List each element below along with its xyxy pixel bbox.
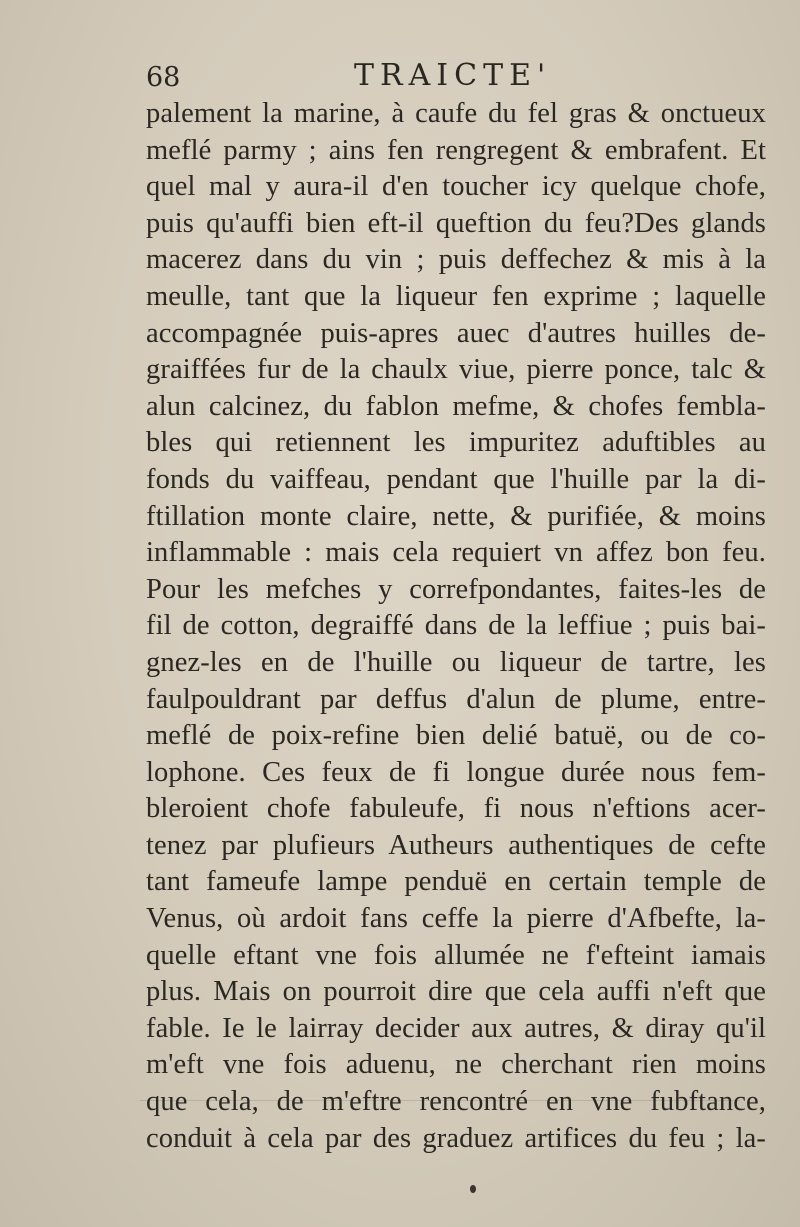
page-number: 68 (146, 62, 181, 93)
text-line: tant fameufe lampe penduë en certain temple de (146, 866, 766, 898)
text-line: Pour les mefches y correfpondantes, faites-les de (146, 573, 766, 605)
page-header (146, 58, 766, 98)
text-line: quelle eftant vne fois allumée ne f'efteint iamais (146, 939, 766, 971)
text-line: meulle, tant que la liqueur fen exprime ; laquelle (146, 280, 766, 312)
text-line: meflé de poix-refine bien delié batuë, ou de co- (146, 720, 766, 752)
text-line: fil de cotton, degraiffé dans de la leffiue ; puis bai- (146, 610, 766, 642)
body-text (146, 96, 766, 1157)
text-line: Venus, où ardoit fans ceffe la pierre d'Afbefte, la- (146, 903, 766, 935)
text-line: palement la marine, à caufe du fel gras & onctueux (146, 98, 766, 129)
text-line: lophone. Ces feux de fi longue durée nous fem- (146, 756, 766, 788)
text-line: bles qui retiennent les impuritez aduftibles au (146, 427, 766, 459)
text-line: faulpouldrant par deffus d'alun de plume, entre- (146, 683, 766, 715)
page-crease (140, 1100, 740, 1101)
text-line: alun calcinez, du fablon mefme, & chofes fembla- (146, 390, 766, 422)
text-line: tenez par plufieurs Autheurs authentiques de cefte (146, 829, 766, 861)
text-line: accompagnée puis-apres auec d'autres huilles de- (146, 317, 766, 349)
text-line: ftillation monte claire, nette, & purifiée, & moins (146, 500, 766, 532)
text-line: fable. Ie le lairray decider aux autres, & diray qu'il (146, 1012, 766, 1044)
text-line: m'eft vne fois aduenu, ne cherchant rien moins (146, 1049, 766, 1081)
ink-speck (470, 1185, 476, 1193)
text-line: plus. Mais on pourroit dire que cela auffi n'eft que (146, 976, 766, 1008)
text-line: meflé parmy ; ains fen rengregent & embrafent. Et (146, 134, 766, 166)
text-line: fonds du vaiffeau, pendant que l'huille par la di- (146, 463, 766, 495)
text-line: quel mal y aura-il d'en toucher icy quelque chofe, (146, 171, 766, 203)
text-line: gnez-les en de l'huille ou liqueur de tartre, les (146, 646, 766, 678)
text-line: graiffées fur de la chaulx viue, pierre ponce, talc & (146, 354, 766, 386)
running-title: TRAICTE' (354, 58, 552, 93)
text-line: macerez dans du vin ; puis deffechez & mis à la (146, 244, 766, 276)
text-line: puis qu'auffi bien eft-il queftion du feu?Des glands (146, 207, 766, 239)
text-line: inflammable : mais cela requiert vn affez bon feu. (146, 537, 766, 569)
text-line: que cela, de m'eftre rencontré en vne fubftance, (146, 1086, 766, 1118)
text-line: bleroient chofe fabuleufe, fi nous n'eftions acer- (146, 793, 766, 825)
text-line: conduit à cela par des graduez artifices du feu ; la- (146, 1122, 766, 1154)
